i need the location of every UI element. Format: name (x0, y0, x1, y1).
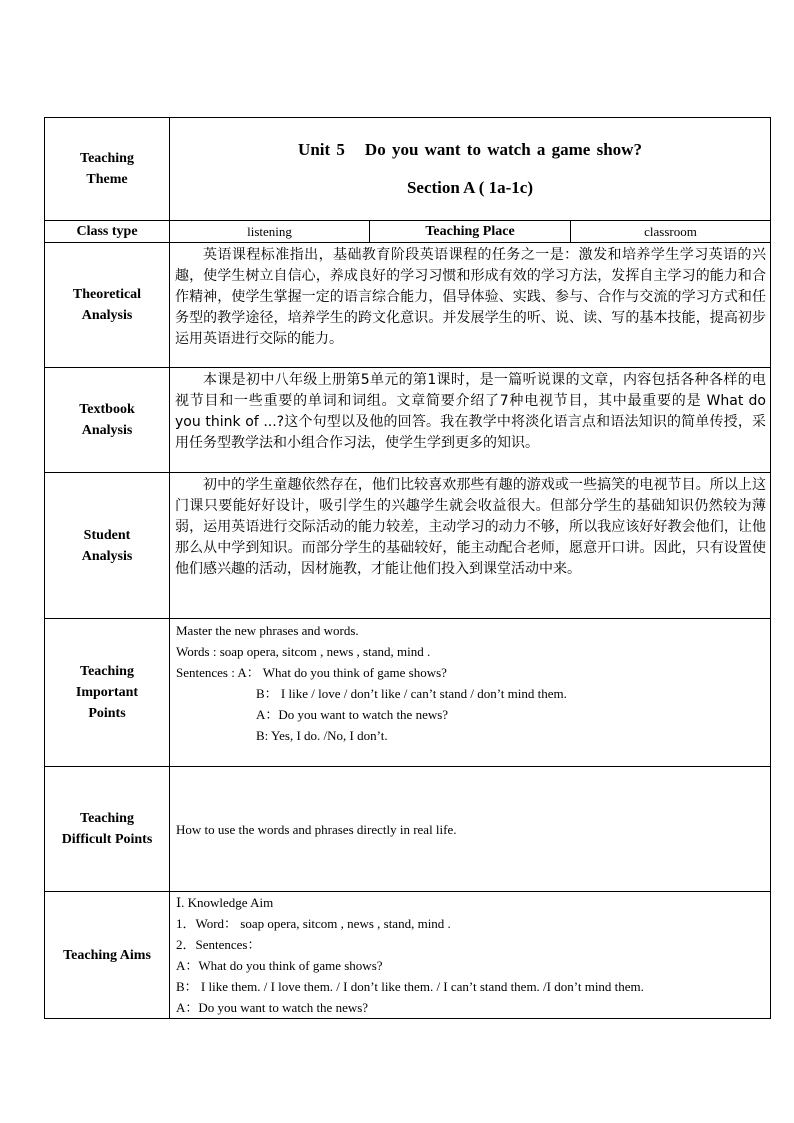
difficult-row (45, 767, 771, 892)
important-line: Words : soap opera, sitcom , news , stand, mind . (176, 644, 431, 659)
student-content (170, 473, 771, 619)
aims-row (45, 892, 771, 1019)
textbook-text: 本课是初中八年级上册第5单元的第1课时，是一篇听说课的文章，内容包括各种各样的电视节目和一些重要的单词和词组。文章简要介绍了7种电视节目，其中最重要的是 What do you think of ...?这个句型以及他的回答。我在教学中将淡化语言点和语法知识的简单传授，采用任务型教学法和小组合作习法，使学生学到更多的知识。 (175, 372, 766, 451)
lesson-title (170, 140, 770, 160)
theme-row (45, 118, 771, 221)
textbook-content (170, 368, 771, 473)
class-type-label: Class type (45, 221, 170, 243)
theoretical-row (45, 243, 771, 368)
aims-line: Ⅰ. Knowledge Aim (176, 895, 274, 910)
section-title: Section A ( 1a-1c) (406, 178, 534, 197)
theoretical-label: Theoretical Analysis (45, 243, 170, 368)
textbook-label: Textbook Analysis (45, 368, 170, 473)
student-label: Student Analysis (45, 473, 170, 619)
aims-line: 2．Sentences： (176, 937, 261, 952)
theoretical-text: 英语课程标准指出，基础教育阶段英语课程的任务之一是：激发和培养学生学习英语的兴趣，使学生树立自信心，养成良好的学习习惯和形成有效的学习方法，发挥自主学习的能力和合作精神，使学生掌握一定的语言综合能力，倡导体验、实践、参与、合作与交流的学习方式和任务型的教学途径，培养学生的跨文化意识。并发展学生的听、说、读、写的基本技能，提高初步运用英语进行交际的能力。 (175, 247, 766, 347)
student-text: 初中的学生童趣依然存在，他们比较喜欢那些有趣的游戏或一些搞笑的电视节目。所以上这门课只要能好好设计，吸引学生的兴趣学生就会收益很大。但部分学生的基础知识仍然较为薄弱，运用英语进行交际活动的能力较差，主动学习的动力不够，所以我应该好好教会他们，让他那么从中学到知识。而部分学生的基础较好，能主动配合老师，愿意开口讲。因此，只有设置使他们感兴趣的活动，因材施教，才能让他们投入到课堂活动中来。 (175, 477, 766, 577)
unit-number: Unit 5 (298, 140, 345, 159)
textbook-row (45, 368, 771, 473)
lesson-plan-table (44, 117, 771, 1019)
aims-line: B： I like them. / I love them. / I don’t like them. / I can’t stand them. /I don’t mind them. (176, 979, 644, 994)
aims-line: A：Do you want to watch the news? (176, 1000, 369, 1015)
class-type-row (45, 221, 771, 243)
student-row (45, 473, 771, 619)
important-line: B: Yes, I do. /No, I don’t. (256, 728, 388, 743)
theme-title-cell (170, 118, 771, 221)
difficult-text: How to use the words and phrases directly in real life. (176, 821, 457, 837)
class-type-value: listening (170, 221, 370, 243)
teaching-place-value: classroom (571, 221, 771, 243)
important-line: B： I like / love / don’t like / can’t stand / don’t mind them. (256, 686, 567, 701)
difficult-content (170, 767, 771, 892)
important-row (45, 619, 771, 767)
unit-title: Do you want to watch a game show? (364, 140, 642, 159)
important-line: Master the new phrases and words. (176, 623, 359, 638)
difficult-label: Teaching Difficult Points (45, 767, 170, 892)
teaching-place-label: Teaching Place (370, 221, 571, 243)
aims-line: A：What do you think of game shows? (176, 958, 383, 973)
important-content (170, 619, 771, 767)
important-line: A：Do you want to watch the news? (256, 707, 449, 722)
important-line: Sentences : A： What do you think of game shows? (176, 665, 447, 680)
theoretical-content (170, 243, 771, 368)
aims-line: 1．Word： soap opera, sitcom , news , stand, mind . (176, 916, 451, 931)
aims-label: Teaching Aims (45, 892, 170, 1019)
important-label: Teaching Important Points (45, 619, 170, 767)
aims-content (170, 892, 771, 1019)
theme-label: Teaching Theme (45, 118, 170, 221)
